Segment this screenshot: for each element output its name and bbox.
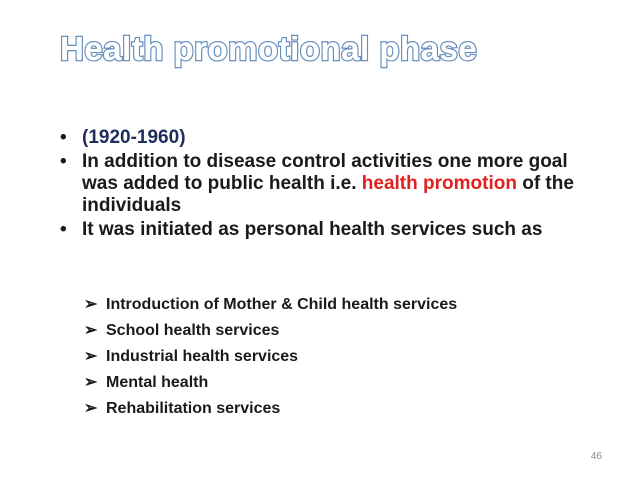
slide-title: Health promotional phase — [60, 30, 478, 67]
arrow-icon: ➢ — [84, 348, 98, 365]
bullet-icon: • — [60, 151, 67, 172]
bullet-text: It was initiated as personal health services such as — [82, 219, 543, 240]
bullet-list — [58, 127, 598, 243]
bullet-icon: • — [60, 127, 67, 148]
bullet-text: In addition to disease control activities one more goal was added to public health i.e. — [82, 151, 568, 194]
bullet-item-initiated — [58, 219, 598, 241]
bullet-item-date — [58, 127, 598, 149]
bullet-item-goal — [58, 151, 598, 217]
bullet-icon: • — [60, 219, 67, 240]
highlight-text: health promotion — [361, 173, 517, 194]
arrow-icon: ➢ — [84, 374, 98, 391]
sub-item — [84, 396, 457, 422]
bullet-text-tail: of the individuals — [82, 173, 574, 216]
sub-item-text: Rehabilitation services — [106, 400, 281, 417]
arrow-icon: ➢ — [84, 400, 98, 417]
sub-item — [84, 318, 457, 344]
sub-item — [84, 292, 457, 318]
arrow-icon: ➢ — [84, 322, 98, 339]
sub-item-text: Mental health — [106, 374, 209, 391]
sub-item-text: Industrial health services — [106, 348, 299, 365]
sub-list — [84, 292, 457, 422]
sub-item-text: Introduction of Mother & Child health services — [106, 296, 458, 313]
page-number: 46 — [590, 451, 602, 462]
arrow-icon: ➢ — [84, 296, 98, 313]
bullet-text: (1920-1960) — [82, 127, 186, 148]
sub-item — [84, 370, 457, 396]
sub-item-text: School health services — [106, 322, 280, 339]
sub-item — [84, 344, 457, 370]
